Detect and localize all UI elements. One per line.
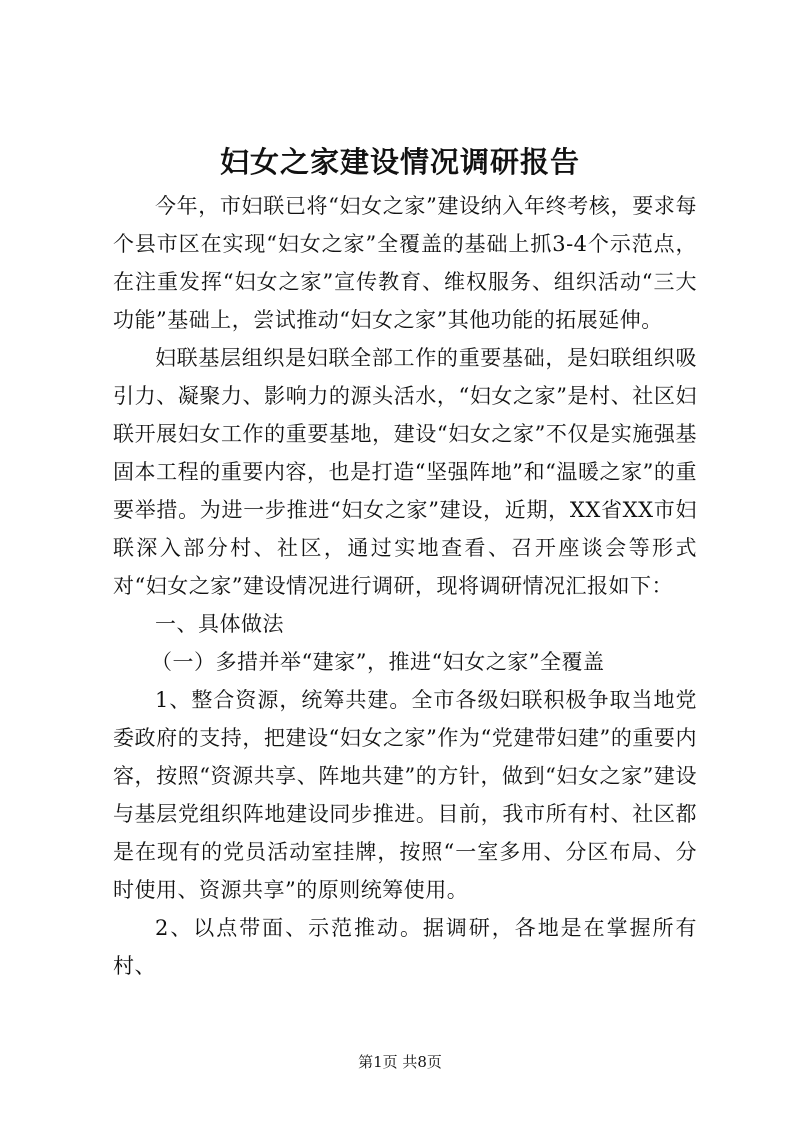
section-heading-specific-practices: 一、具体做法 <box>155 612 284 636</box>
paragraph-resource-integration: 1、整合资源，统筹共建。全市各级妇联积极争取当地党委政府的支持，把建设“妇女之家”作为“党建带妇建”的重要内容，按照“资源共享、阵地共建”的方针，做到“妇女之家”建设与基层党组织阵地建设同步推进。目前，我市所有村、社区都是在现有的党员活动室挂牌，按照“一室多用、分区布局、分时使用、资源共享”的原则统筹使用。 <box>113 688 697 902</box>
document-title: 妇女之家建设情况调研报告 <box>219 145 580 179</box>
document-body <box>113 187 697 985</box>
subsection-heading-build-home: （一）多措并举“建家”，推进“妇女之家”全覆盖 <box>151 650 605 674</box>
page-number-footer: 第1页 共8页 <box>358 1053 442 1071</box>
paragraph-intro: 今年，市妇联已将“妇女之家”建设纳入年终考核，要求每个县市区在实现“妇女之家”全覆盖的基础上抓3-4个示范点，在注重发挥“妇女之家”宣传教育、维权服务、组织活动“三大功能”基础上，尝试推动“妇女之家”其他功能的拓展延伸。 <box>113 194 697 332</box>
paragraph-demonstration: 2、以点带面、示范推动。据调研，各地是在掌握所有村、 <box>113 916 697 978</box>
paragraph-background: 妇联基层组织是妇联全部工作的重要基础，是妇联组织吸引力、凝聚力、影响力的源头活水，“妇女之家”是村、社区妇联开展妇女工作的重要基地，建设“妇女之家”不仅是实施强基固本工程的重要内容，也是打造“坚强阵地”和“温暖之家”的重要举措。为进一步推进“妇女之家”建设，近期，XX省XX市妇联深入部分村、社区，通过实地查看、召开座谈会等形式对“妇女之家”建设情况进行调研，现将调研情况汇报如下： <box>113 346 697 598</box>
